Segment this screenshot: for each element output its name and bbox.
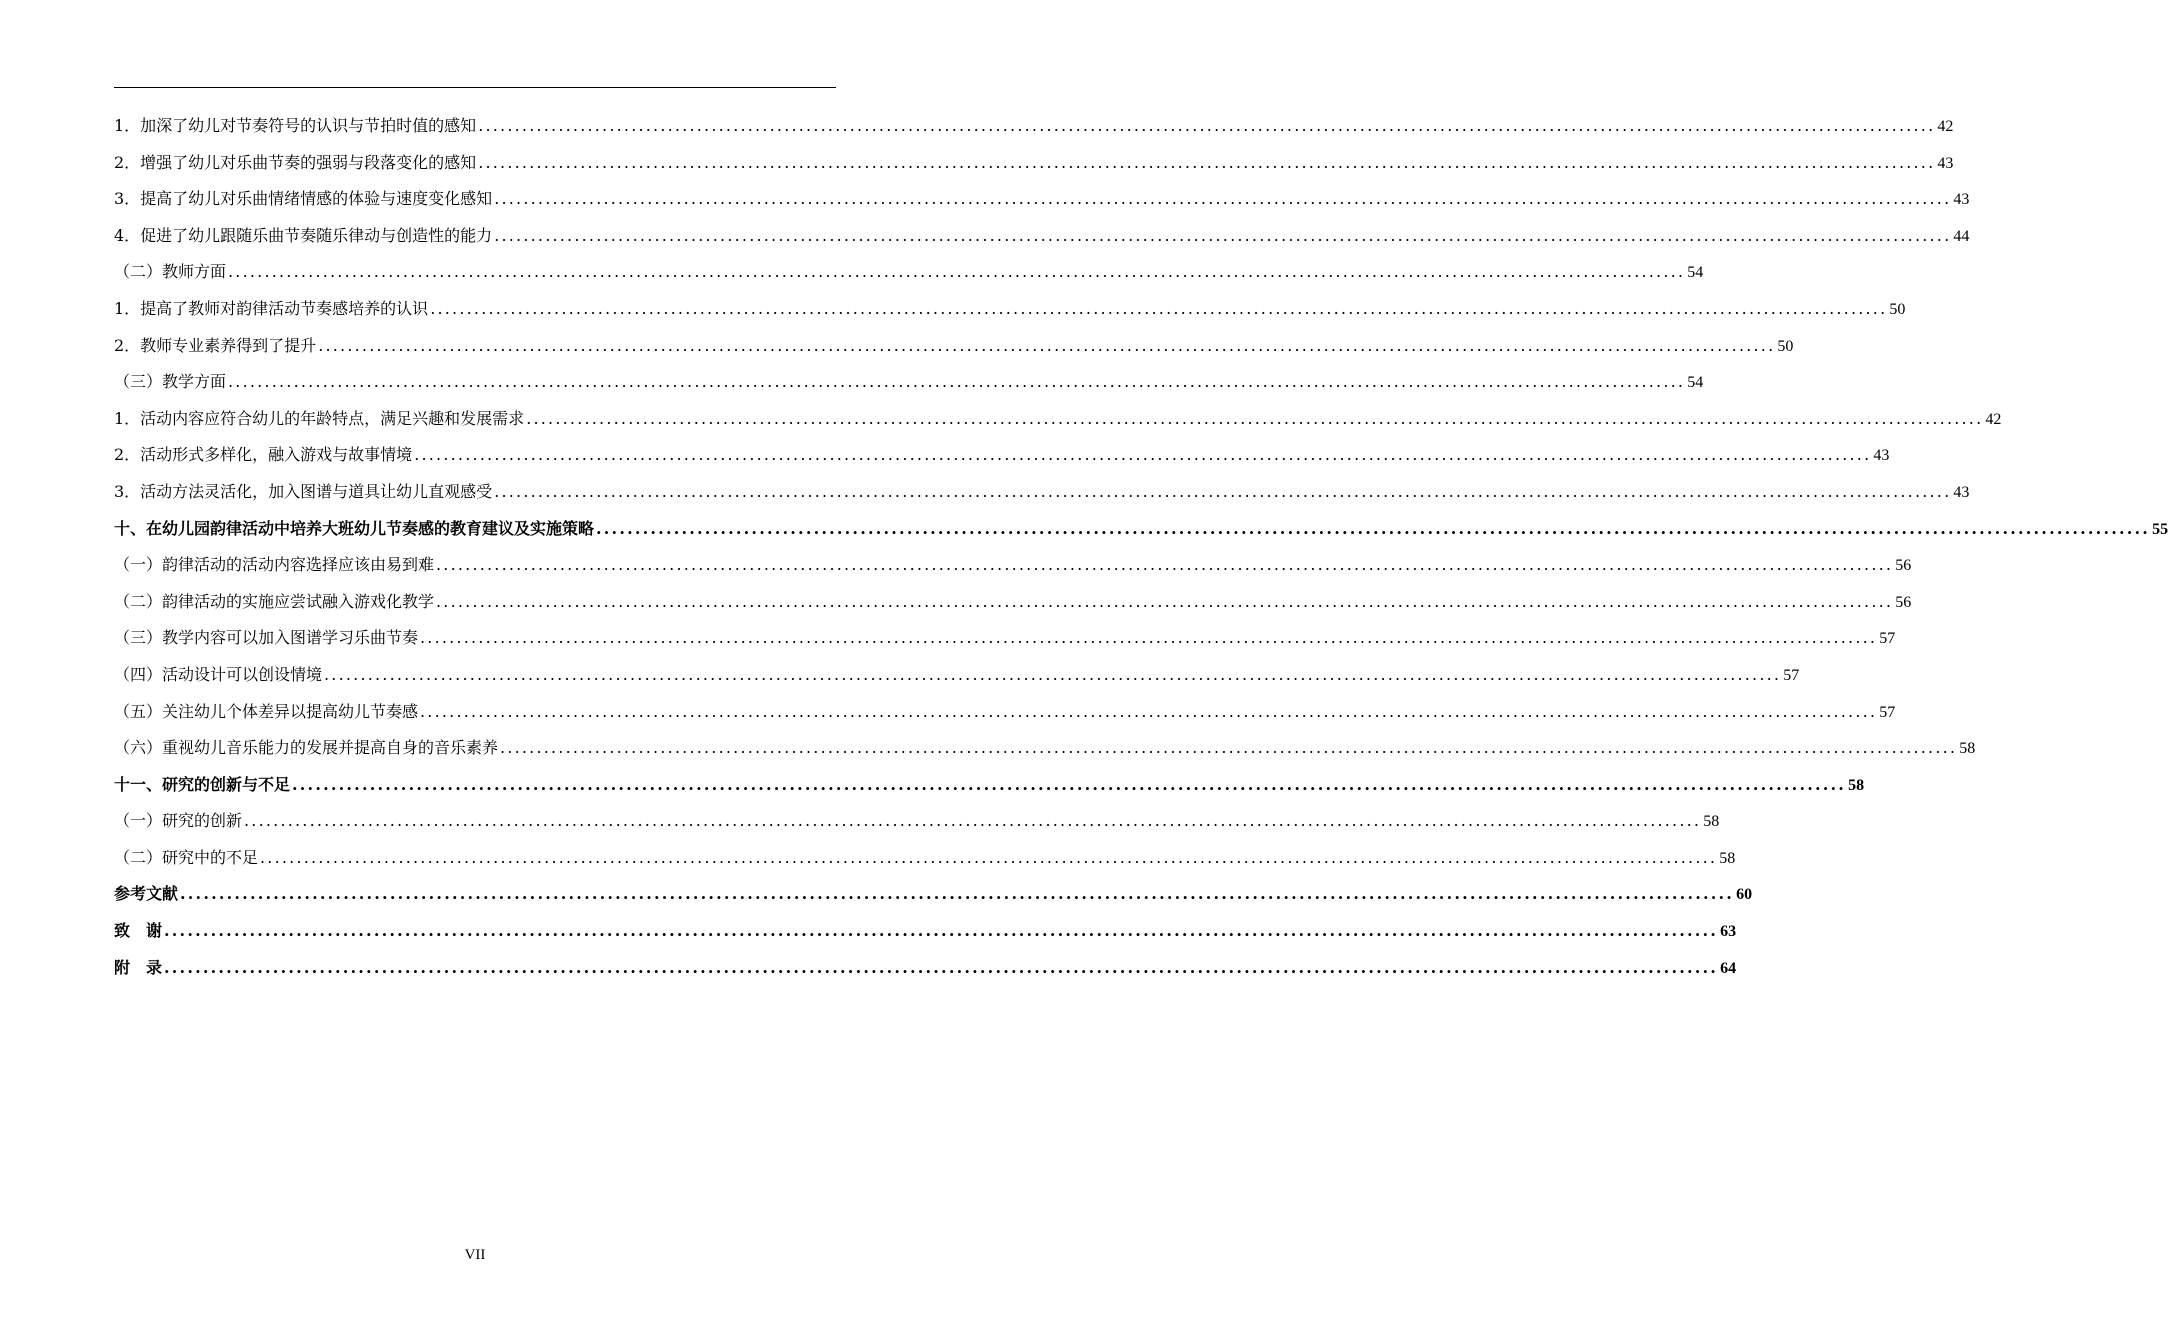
toc-entry-label: 2．增强了幼儿对乐曲节奏的强弱与段落变化的感知 — [114, 152, 477, 172]
toc-entry[interactable] — [114, 437, 1890, 474]
toc-entry-page: 58 — [1719, 849, 1736, 867]
page-number: VII — [464, 1247, 486, 1263]
toc-entry[interactable] — [114, 803, 1720, 840]
toc-entry-label: 1．加深了幼儿对节奏符号的认识与节拍时值的感知 — [114, 116, 477, 135]
table-of-contents — [114, 108, 2168, 986]
toc-dot-leader: ........................................................................................................................................................................................................ — [318, 335, 1776, 355]
toc-entry[interactable] — [114, 876, 1753, 913]
toc-entry-label: （一）研究的创新 — [114, 811, 243, 831]
toc-entry-label: 1．提高了教师对韵律活动节奏感培养的认识 — [114, 298, 429, 318]
toc-entry-label: 致 谢 — [114, 921, 163, 941]
toc-dot-leader: ........................................................................................................................................................................................................ — [420, 701, 1878, 721]
toc-dot-leader: ........................................................................................................................................................................................................ — [228, 372, 1686, 392]
toc-entry[interactable] — [114, 584, 1912, 621]
toc-entry-page: 57 — [1783, 666, 1800, 684]
toc-entry-label: 十、在幼儿园韵律活动中培养大班幼儿节奏感的教育建议及实施策略 — [114, 518, 595, 538]
toc-entry[interactable] — [114, 950, 1737, 987]
toc-dot-leader: ........................................................................................................................................................................................................ — [228, 262, 1686, 282]
toc-dot-leader: ........................................................................................................................................................................................................ — [420, 628, 1878, 648]
toc-entry-page: 56 — [1895, 557, 1912, 575]
toc-entry-label: （三）教学方面 — [114, 372, 227, 392]
toc-entry-page: 60 — [1736, 886, 1753, 904]
toc-entry[interactable] — [114, 474, 1970, 511]
toc-entry-page: 63 — [1720, 923, 1737, 941]
toc-entry-page: 43 — [1937, 154, 1954, 172]
toc-entry-page: 44 — [1953, 227, 1970, 245]
toc-dot-leader: ........................................................................................................................................................................................................ — [494, 481, 1952, 501]
header-rule — [114, 87, 836, 88]
toc-entry-label: 十一、研究的创新与不足 — [114, 774, 291, 794]
toc-entry-page: 58 — [1848, 776, 1865, 794]
toc-dot-leader: ........................................................................................................................................................................................................ — [478, 152, 1936, 172]
toc-dot-leader: ........................................................................................................................................................................................................ — [478, 116, 1936, 135]
toc-dot-leader: ........................................................................................................................................................................................................ — [526, 408, 1984, 428]
toc-entry[interactable] — [114, 913, 1737, 950]
toc-entry[interactable] — [114, 254, 1704, 291]
toc-entry[interactable] — [114, 291, 1906, 328]
toc-entry-page: 54 — [1687, 264, 1704, 282]
toc-entry[interactable] — [114, 730, 1976, 767]
toc-entry[interactable] — [114, 181, 1970, 218]
toc-entry[interactable] — [114, 511, 2168, 548]
toc-entry-page: 58 — [1703, 813, 1720, 831]
toc-entry-page: 43 — [1873, 447, 1890, 465]
toc-dot-leader: ........................................................................................................................................................................................................ — [164, 957, 1719, 977]
toc-entry[interactable] — [114, 767, 1865, 804]
toc-entry-label: 3．活动方法灵活化，加入图谱与道具让幼儿直观感受 — [114, 481, 493, 501]
toc-entry[interactable] — [114, 145, 1954, 182]
toc-entry-page: 54 — [1687, 374, 1704, 392]
toc-entry-page: 57 — [1879, 703, 1896, 721]
toc-entry[interactable] — [114, 657, 1800, 694]
toc-entry-page: 57 — [1879, 630, 1896, 648]
toc-dot-leader: ........................................................................................................................................................................................................ — [324, 664, 1782, 684]
toc-entry-page: 64 — [1720, 959, 1737, 977]
toc-dot-leader: ........................................................................................................................................................................................................ — [436, 591, 1894, 611]
toc-entry-label: （四）活动设计可以创设情境 — [114, 664, 323, 684]
toc-dot-leader: ........................................................................................................................................................................................................ — [596, 518, 2151, 538]
toc-dot-leader: ........................................................................................................................................................................................................ — [180, 884, 1735, 904]
toc-entry-label: （二）教师方面 — [114, 262, 227, 282]
toc-dot-leader: ........................................................................................................................................................................................................ — [244, 811, 1702, 831]
toc-entry-label: 3．提高了幼儿对乐曲情绪情感的体验与速度变化感知 — [114, 189, 493, 209]
toc-entry-page: 58 — [1959, 740, 1976, 758]
toc-entry[interactable] — [114, 620, 1896, 657]
toc-entry-label: 1．活动内容应符合幼儿的年龄特点，满足兴趣和发展需求 — [114, 408, 525, 428]
toc-dot-leader: ........................................................................................................................................................................................................ — [430, 298, 1888, 318]
toc-entry-label: 4．促进了幼儿跟随乐曲节奏随乐律动与创造性的能力 — [114, 225, 493, 245]
toc-entry[interactable] — [114, 840, 1736, 877]
toc-entry[interactable] — [114, 108, 1954, 145]
toc-dot-leader: ........................................................................................................................................................................................................ — [494, 189, 1952, 209]
toc-entry-page: 50 — [1777, 337, 1794, 355]
toc-entry-page: 42 — [1937, 118, 1954, 135]
toc-dot-leader: ........................................................................................................................................................................................................ — [494, 225, 1952, 245]
toc-entry-page: 56 — [1895, 593, 1912, 611]
toc-entry-page: 43 — [1953, 191, 1970, 209]
toc-dot-leader: ........................................................................................................................................................................................................ — [164, 921, 1719, 941]
toc-dot-leader: ........................................................................................................................................................................................................ — [436, 555, 1894, 575]
toc-dot-leader: ........................................................................................................................................................................................................ — [414, 445, 1872, 465]
toc-entry-page: 43 — [1953, 483, 1970, 501]
toc-dot-leader: ........................................................................................................................................................................................................ — [260, 847, 1718, 867]
toc-entry-page: 50 — [1889, 300, 1906, 318]
toc-dot-leader: ........................................................................................................................................................................................................ — [500, 738, 1958, 758]
toc-entry-label: （三）教学内容可以加入图谱学习乐曲节奏 — [114, 628, 419, 648]
toc-entry[interactable] — [114, 547, 1912, 584]
toc-entry-label: （二）研究中的不足 — [114, 847, 259, 867]
toc-dot-leader: ........................................................................................................................................................................................................ — [292, 774, 1847, 794]
toc-entry-label: （一）韵律活动的活动内容选择应该由易到难 — [114, 555, 435, 575]
toc-entry-label: 附 录 — [114, 957, 163, 977]
toc-entry-label: 参考文献 — [114, 884, 179, 904]
toc-entry-label: （六）重视幼儿音乐能力的发展并提高自身的音乐素养 — [114, 738, 499, 758]
toc-entry[interactable] — [114, 328, 1794, 365]
toc-entry-label: 2．活动形式多样化，融入游戏与故事情境 — [114, 445, 413, 465]
toc-entry-page: 55 — [2152, 520, 2168, 538]
toc-entry[interactable] — [114, 694, 1896, 731]
toc-entry-label: 2．教师专业素养得到了提升 — [114, 335, 317, 355]
toc-entry-label: （二）韵律活动的实施应尝试融入游戏化教学 — [114, 591, 435, 611]
toc-entry[interactable] — [114, 401, 2002, 438]
toc-entry[interactable] — [114, 364, 1704, 401]
toc-entry-label: （五）关注幼儿个体差异以提高幼儿节奏感 — [114, 701, 419, 721]
toc-entry[interactable] — [114, 218, 1970, 255]
toc-entry-page: 42 — [1985, 410, 2002, 428]
